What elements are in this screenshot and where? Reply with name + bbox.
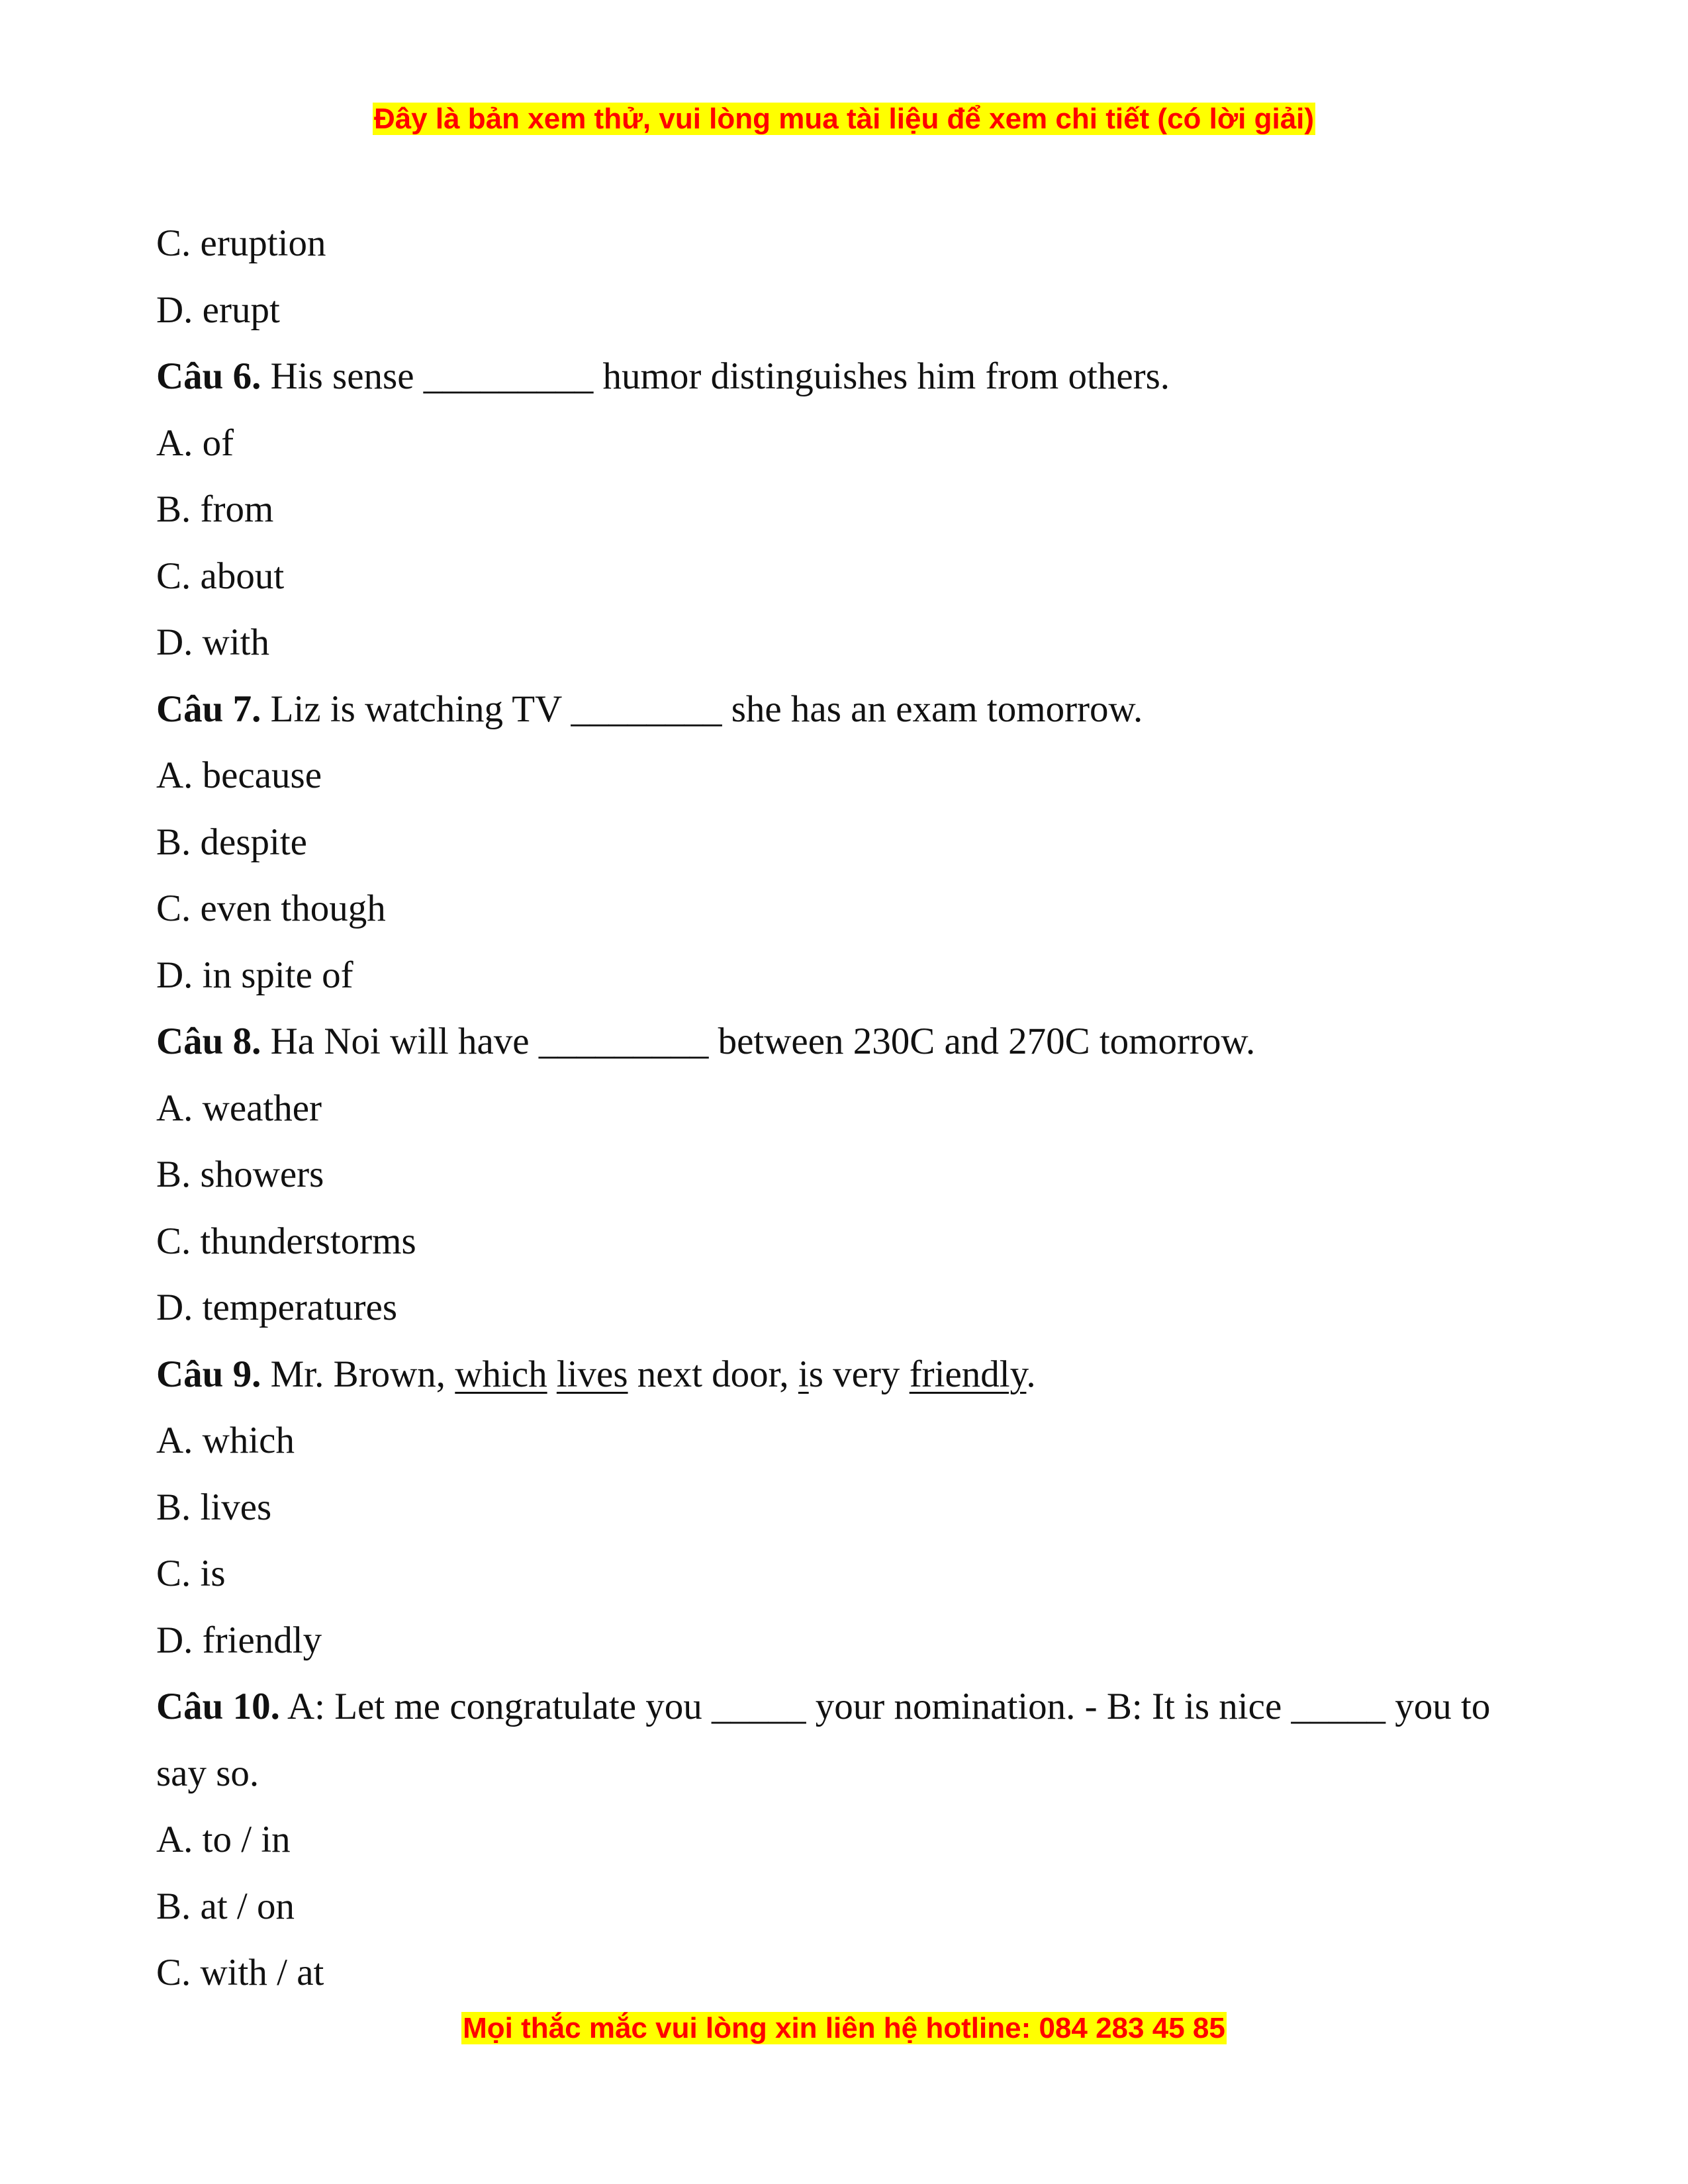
- question-6-option-b: B. from: [156, 488, 274, 530]
- question-6-label: Câu 6.: [156, 355, 261, 397]
- question-6-option-a: A. of: [156, 422, 234, 464]
- question-7-option-c: C. even though: [156, 887, 386, 929]
- question-10-option-b: B. at / on: [156, 1885, 295, 1927]
- question-9-text-3: next door,: [628, 1353, 798, 1395]
- question-8-option-d: D. temperatures: [156, 1287, 398, 1328]
- question-10-label: Câu 10.: [156, 1686, 280, 1727]
- question-9-underlined-friendly: friendly: [909, 1353, 1027, 1395]
- question-6: [156, 343, 1540, 410]
- question-7-option-d: D. in spite of: [156, 954, 353, 996]
- preview-notice-text: Đây là bản xem thử, vui lòng mua tài liệu để xem chi tiết (có lời giải): [373, 103, 1315, 135]
- question-8-option-a: A. weather: [156, 1087, 322, 1129]
- question-6-option-d: D. with: [156, 621, 269, 663]
- question-8: [156, 1009, 1540, 1075]
- question-9-underlined-lives: lives: [556, 1353, 628, 1395]
- question-9-text-5: .: [1026, 1353, 1036, 1395]
- question-10-option-c: C. with / at: [156, 1952, 324, 1993]
- question-10-option-a: A. to / in: [156, 1819, 291, 1860]
- question-6-option-c: C. about: [156, 555, 285, 597]
- hotline-text: Mọi thắc mắc vui lòng xin liên hệ hotline: 084 283 45 85: [463, 2012, 1225, 2044]
- question-9-text-4: s very: [808, 1353, 910, 1395]
- question-10: [156, 1674, 1540, 1807]
- question-10-text: A: Let me congratulate you _____ your nomination. - B: It is nice _____ you to say so.: [156, 1686, 1491, 1794]
- question-6-text: His sense _________ humor distinguishes him from others.: [261, 355, 1170, 397]
- question-9: [156, 1342, 1540, 1408]
- question-7: [156, 676, 1540, 743]
- question-9-option-a: A. which: [156, 1420, 295, 1461]
- question-9-option-c: C. is: [156, 1553, 226, 1594]
- question-9-text-1: Mr. Brown,: [261, 1353, 455, 1395]
- question-8-option-c: C. thunderstorms: [156, 1220, 416, 1262]
- question-7-option-a: A. because: [156, 754, 322, 796]
- hotline-banner: [0, 2009, 1688, 2048]
- option-d-prev: D. erupt: [156, 289, 280, 331]
- question-9-underlined-which: which: [455, 1353, 547, 1395]
- question-8-label: Câu 8.: [156, 1021, 261, 1062]
- question-9-label: Câu 9.: [156, 1353, 261, 1395]
- question-9-option-d: D. friendly: [156, 1619, 322, 1661]
- question-9-option-b: B. lives: [156, 1486, 272, 1528]
- question-8-option-b: B. showers: [156, 1154, 324, 1195]
- question-7-text: Liz is watching TV ________ she has an exam tomorrow.: [261, 688, 1143, 730]
- question-9-underlined-is: i: [798, 1353, 809, 1395]
- question-list: [156, 210, 1540, 2007]
- question-8-text: Ha Noi will have _________ between 230C and 270C tomorrow.: [261, 1021, 1256, 1062]
- question-7-label: Câu 7.: [156, 688, 261, 730]
- preview-notice-banner: [0, 99, 1688, 139]
- question-9-text-2: [547, 1353, 557, 1395]
- option-c-prev: C. eruption: [156, 222, 326, 264]
- question-7-option-b: B. despite: [156, 821, 307, 863]
